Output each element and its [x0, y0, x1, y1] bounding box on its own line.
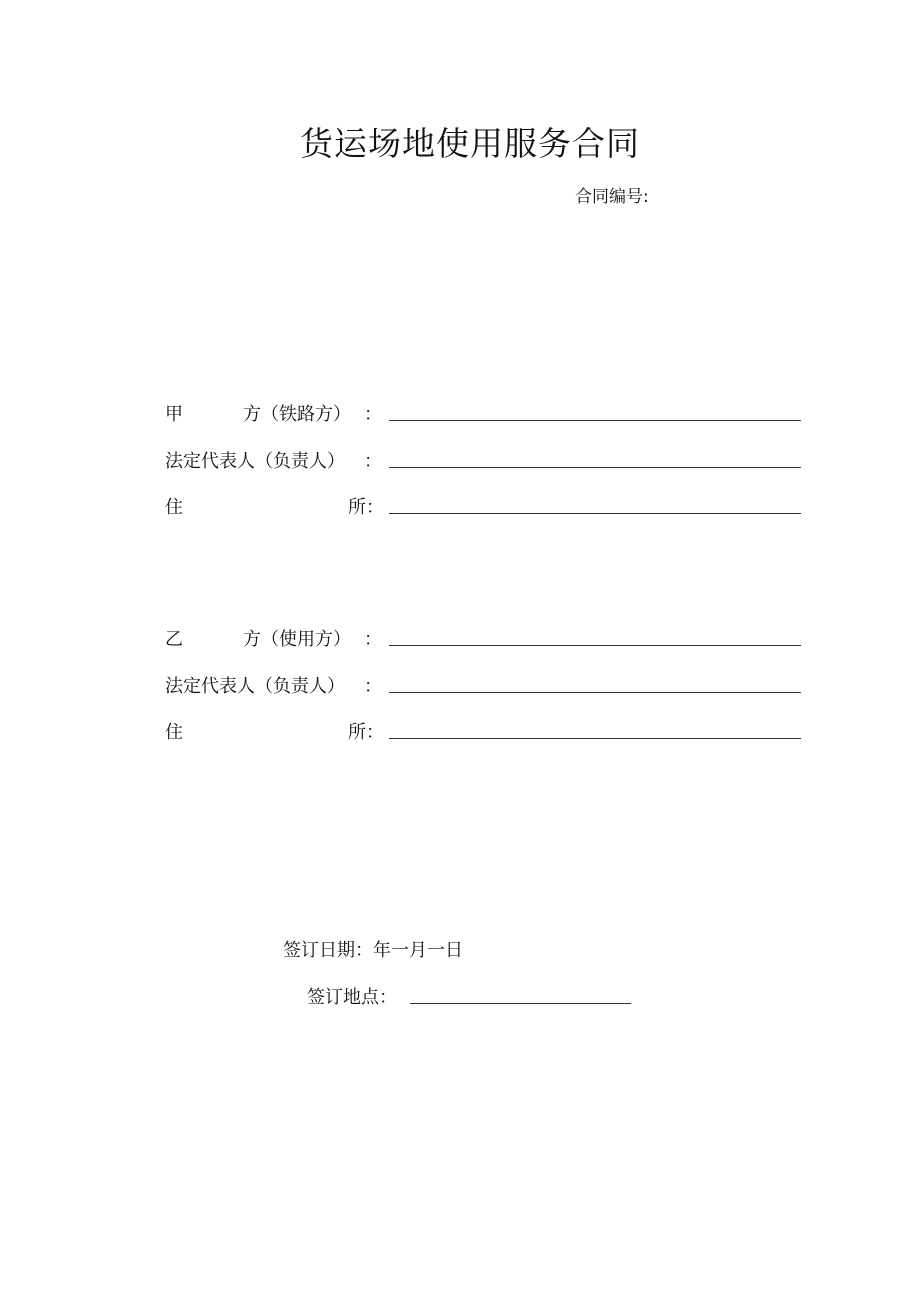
party-b-name-blank[interactable] [389, 645, 801, 646]
party-a-label-rest: 方（铁路方） [243, 404, 351, 425]
signing-date-label: 签订日期：年一月一日 [283, 940, 463, 961]
party-a-name-blank[interactable] [389, 420, 801, 421]
party-b-address-char2: 所 [348, 722, 366, 743]
party-b-address-colon: ： [366, 722, 384, 743]
party-a-address-char2: 所 [348, 497, 366, 518]
party-b-label-char1: 乙 [165, 629, 183, 650]
party-a-colon: ： [364, 404, 382, 425]
contract-number-label: 合同编号: [575, 187, 649, 207]
party-a-address-colon: ： [366, 497, 384, 518]
party-a-rep-label: 法定代表人（负责人） [165, 451, 345, 472]
party-a-address-blank[interactable] [389, 513, 801, 514]
party-a-label-char1: 甲 [165, 404, 183, 425]
signing-place-blank[interactable] [410, 1003, 631, 1004]
party-b-address-char1: 住 [165, 722, 183, 743]
signing-place-label: 签订地点： [307, 987, 397, 1008]
party-b-rep-blank[interactable] [389, 692, 801, 693]
party-b-colon: ： [364, 629, 382, 650]
party-a-rep-blank[interactable] [389, 467, 801, 468]
party-a-address-char1: 住 [165, 497, 183, 518]
document-title: 货运场地使用服务合同 [300, 124, 640, 163]
party-b-address-blank[interactable] [389, 738, 801, 739]
party-b-rep-label: 法定代表人（负责人） [165, 676, 345, 697]
party-b-rep-colon: ： [364, 676, 382, 697]
party-a-rep-colon: ： [364, 451, 382, 472]
party-b-label-rest: 方（使用方） [243, 629, 351, 650]
